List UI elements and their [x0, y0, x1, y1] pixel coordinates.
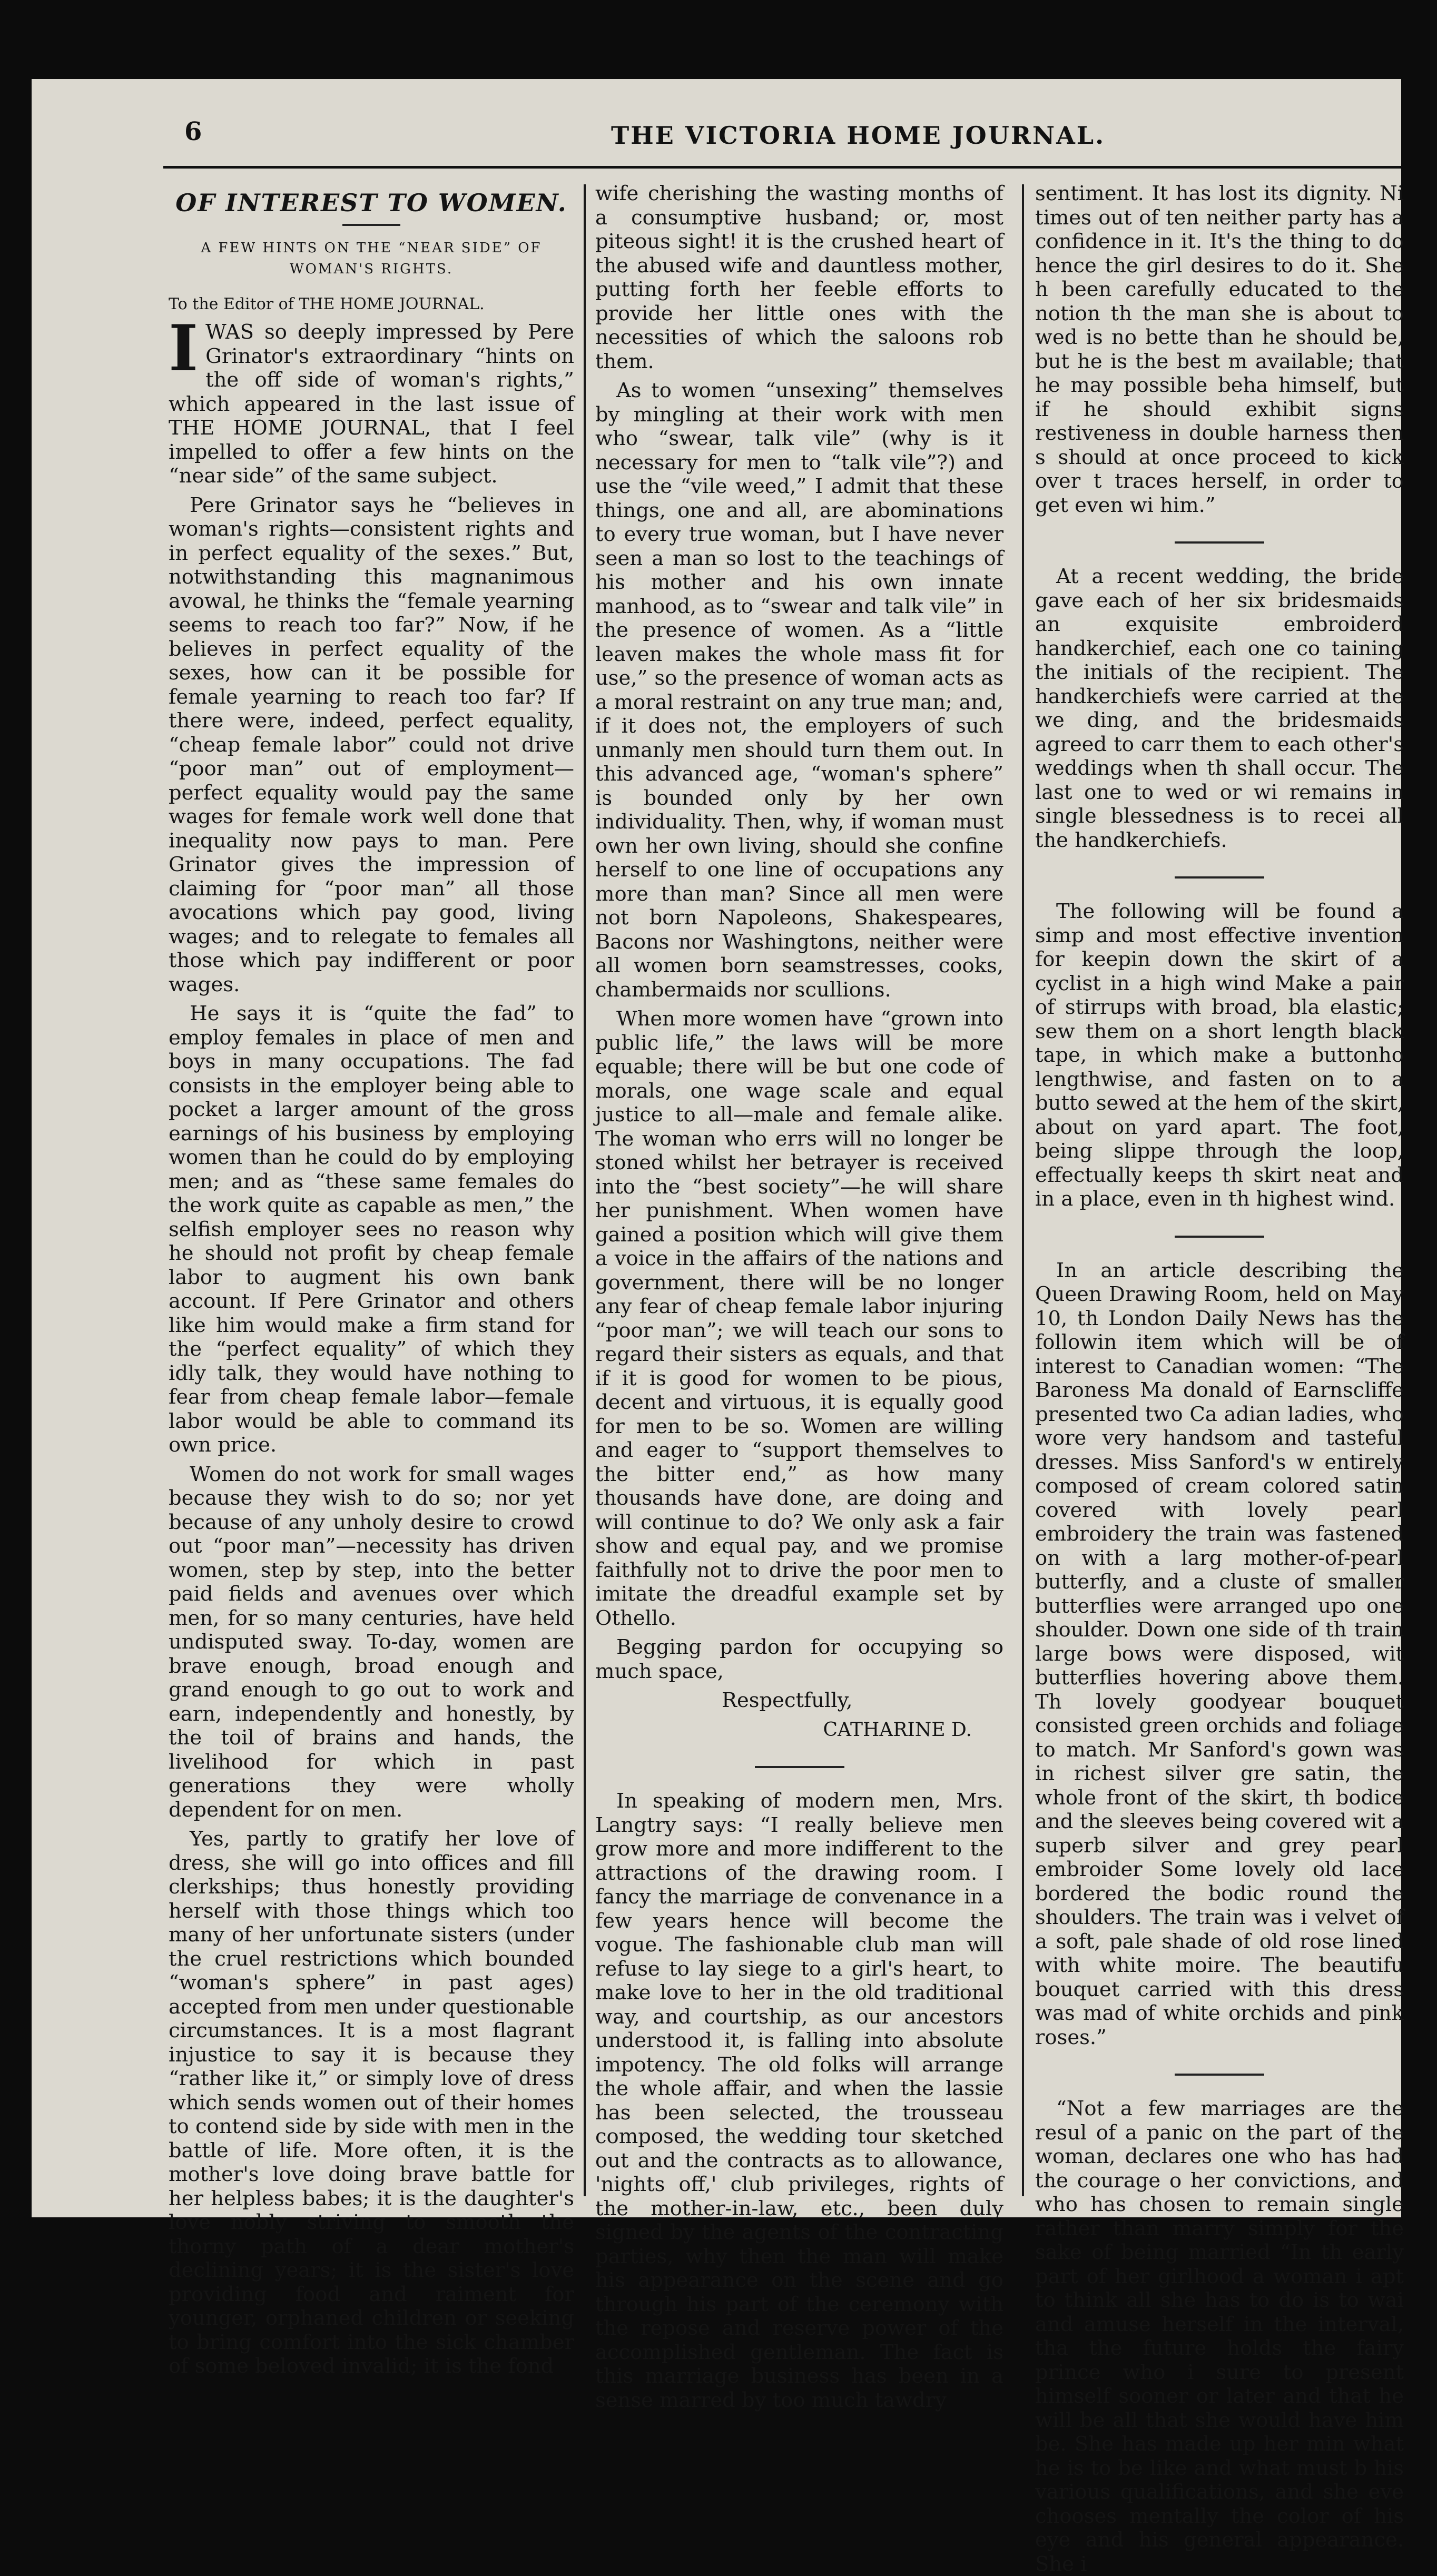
paragraph-text: WAS so deeply impressed by Pere Grinator's extraordinary “hints on the off side of woman's rights,” which appeared in the last issue of THE HOME JOURNAL, that I feel impelled to offer a few hints on the “near side” of the same subject.: [169, 320, 574, 488]
author-signature: CATHARINE D.: [823, 1719, 972, 1741]
article-title: OF INTEREST TO WOMEN.: [175, 189, 567, 217]
salutation: To the Editor of THE HOME JOURNAL.: [169, 294, 485, 313]
section-separator: [755, 1766, 844, 1768]
column-divider-2: [1022, 184, 1024, 2196]
paragraph: As to women “unsexing” themselves by mingling at their work with men who “swear, talk vile” (why is it necessary for men to “talk vile”?) and use the “vile weed,” I admit that these things, one and all, are abominations to every true woman, but I have never seen a man so lost to the teachings of his mother and his own innate manhood, as to “swear and talk vile” in the presence of women. As a “little leaven makes the whole mass fit for use,” so the presence of woman acts as a moral restraint on any true man; and, if it does not, the employers of such unmanly men should turn them out. In this advanced age, “woman's sphere” is bounded only by her own individuality. Then, why, if woman must own her own living, should she confine herself to one line of occupations any more than man? Since all men were not born Napoleons, Shakespeares, Bacons nor Washingtons, neither were all women born seamstresses, cooks, chambermaids nor scullions.: [595, 379, 1003, 1002]
paragraph: Women do not work for small wages because they wish to do so; nor yet because of any unholy desire to crowd out “poor man”—necessity has driven women, step by step, into the better paid fields and avenues over which men, for so many centuries, have held undisputed sway. To-day, women are brave enough, broad enough and grand enough to go out to work and earn, independently and honestly, by the toil of brains and hands, the livelihood for which in past generations they were wholly dependent for on men.: [169, 1462, 574, 1822]
drop-cap: I: [169, 311, 199, 386]
paragraph: He says it is “quite the fad” to employ females in place of men and boys in many occupations. The fad consists in the employer being able to pocket a larger amount of the gross earnings of his business by employing women than he could do by employing men; and as “these same females do the work quite as capable as men,” the selfish employer sees no reason why he should not profit by cheap female labor to augment his own bank account. If Pere Grinator and others like him would make a firm stand for the “perfect equality” of which they idly talk, they would have nothing to fear from cheap female labor—female labor would be able to command its own price.: [169, 1002, 574, 1457]
paragraph: When more women have “grown into public life,” the laws will be more equable; there will be but one code of morals, one wage scale and equal justice to all—male and female alike. The woman who errs will no longer be stoned whilst her betrayer is received into the “best society”—he will share her punishment. When women have gained a position which will give them a voice in the affairs of the nations and government, there will be no longer any fear of cheap female labor injuring “poor man”; we will teach our sons to regard their sisters as equals, and that if it is good for women to be pious, decent and virtuous, it is equally good for men to be so. Women are willing and eager to “support themselves to the bitter end,” as how many thousands have done, are doing and will continue to do? We only ask a fair show and equal pay, and we promise faithfully not to drive the poor men to imitate the dreadful example set by Othello.: [595, 1007, 1003, 1630]
page-number: 6: [184, 117, 202, 146]
paragraph: In speaking of modern men, Mrs. Langtry says: “I really believe men grow more and more indifferent to the attractions of the drawing room. I fancy the marriage de convenance in a few years hence will become the vogue. The fashionable club man will refuse to lay siege to a girl's heart, to make love to her in the old traditional way, and courtship, as our ancestors understood it, is falling into absolute impotency. The old folks will arrange the whole affair, and when the lassie has been selected, the trousseau composed, the wedding tour sketched out and the contracts as to allowance, 'nights off,' club privileges, rights of the mother-in-law, etc., been duly signed by the agents of the contracting parties, why then the man will make his appearance on the scene and go through his part of the ceremony with the repose and reserve power of the accomplished gentleman. The fact is this marriage business has been in a sense marred by too much tawdry: [595, 1789, 1003, 2412]
column-1: [169, 182, 574, 2378]
section-separator: [1175, 1236, 1264, 1238]
paragraph: wife cherishing the wasting months of a consumptive husband; or, most piteous sight! it is the crushed heart of the abused wife and dauntless mother, putting forth her feeble efforts to provide her little ones with the necessities of which the saloons rob them.: [595, 182, 1003, 373]
section-separator: [1175, 2074, 1264, 2076]
paragraph: sentiment. It has lost its dignity. Ni times out of ten neither party has a confidence in it. It's the thing to do hence the girl desires to do it. She h been carefully educated to the notion th the man she is about to wed is no bette than he should be, but he is the best m available; that he may possible beha himself, but if he should exhibit signs restiveness in double harness then s should at once proceed to kick over t traces herself, in order to get even wi him.”: [1035, 182, 1404, 517]
paragraph: Pere Grinator says he “believes in woman's rights—consistent rights and in perfect equality of the sexes.” But, notwithstanding this magnanimous avowal, he thinks the “female yearning seems to reach too far?” Now, if he believes in perfect equality of the sexes, how can it be possible for female yearning to reach too far? If there were, indeed, perfect equality, “cheap female labor” could not drive “poor man” out of employment—perfect equality would pay the same wages for female work well done that inequality now pays to man. Pere Grinator gives the impression of claiming for “poor man” all those avocations which pay good, living wages; and to relegate to females all those which pay indifferent or poor wages.: [169, 493, 574, 996]
section-separator: [1175, 541, 1264, 544]
article-subhead: A FEW HINTS ON THE “NEAR SIDE” OF WOMAN'S RIGHTS.: [201, 240, 542, 277]
paragraph: The following will be found a simp and most effective invention for keepin down the skirt of a cyclist in a high wind Make a pair of stirrups with broad, bla elastic; sew them on a short length black tape, in which make a buttonho lengthwise, and fasten on to a butto sewed at the hem of the skirt, about on yard apart. The foot, being slippe through the loop, effectually keeps th skirt neat and in a place, even in th highest wind.: [1035, 900, 1404, 1211]
newspaper-page: [32, 79, 1404, 2576]
running-head: THE VICTORIA HOME JOURNAL.: [611, 121, 1106, 150]
paragraph: At a recent wedding, the bride gave each of her six bridesmaids an exquisite embroiderd handkerchief, each one co taining the initials of the recipient. The handkerchiefs were carried at the we ding, and the bridesmaids agreed to carr them to each other's weddings when th shall occur. The last one to wed or wi remains in single blessedness is to recei all the handkerchiefs.: [1035, 565, 1404, 852]
paragraph: [169, 311, 574, 488]
paragraph: In an article describing the Queen Drawing Room, held on May 10, th London Daily News has the followin item which will be of interest to Canadian women: “The Baroness Ma donald of Earnscliffe presented two Ca adian ladies, who wore very handsom and tasteful dresses. Miss Sanford's w entirely composed of cream colored satin covered with lovely pearl embroidery the train was fastened on with a larg mother-of-pearl butterfly, and a cluste of smaller butterflies were arranged upo one shoulder. Down one side of th train large bows were disposed, wit butterflies hovering above them. Th lovely goodyear bouquet consisted green orchids and foliage to match. Mr Sanford's gown was in richest silver gre satin, the whole front of the skirt, th bodice and the sleeves being covered wit a superb silver and grey pearl embroider Some lovely old lace bordered the bodic round the shoulders. The train was i velvet of a soft, pale shade of old rose lined with white moire. The beautifu bouquet carried with this dress was mad of white orchids and pink roses.”: [1035, 1258, 1404, 2049]
column-2: [595, 182, 1003, 2412]
paragraph: Begging pardon for occupying so much space,: [595, 1635, 1003, 1683]
column-3: [1035, 182, 1404, 2576]
page-header: [32, 79, 1401, 163]
header-rule: [163, 166, 1401, 169]
sign-off: Respectfully,: [722, 1689, 853, 1712]
paragraph: Yes, partly to gratify her love of dress, she will go into offices and fill clerkships; thus honestly providing herself with those things which too many of her unfortunate sisters (under the cruel restrictions which bounded “woman's sphere” in past ages) accepted from men under questionable circumstances. It is a most flagrant injustice to say it is because they “rather like it,” or simply love of dress which sends women out of their homes to contend side by side with men in the battle of life. More often, it is the mother's love doing brave battle for her helpless babes; it is the daughter's love nobly striving to smooth the thorny path of a dear mother's declining years; it is the sister's love providing food and raiment for younger, orphaned children or seeking to bring comfort into the sick chamber of some beloved invalid; it is the fond: [169, 1827, 574, 2378]
paragraph: “Not a few marriages are the resul of a panic on the part of the woman, declares one who has had the courage o her convictions, and who has chosen to remain single rather than marry simply for the sake of being married “In th early part of her girlhood a woman i apt to think all she has to do is to wai and amuse herself in the interval, tha the future holds the fairy prince who i sure to present himself sooner or later and that he will be all that she would have him be. She has made up her min what he is to be like and what must b his various qualifications, and she eve chooses mentally the color of his eye and his general appearance. She i: [1035, 2097, 1404, 2576]
column-divider-1: [584, 184, 586, 2196]
title-rule: [342, 224, 400, 226]
section-separator: [1175, 876, 1264, 879]
